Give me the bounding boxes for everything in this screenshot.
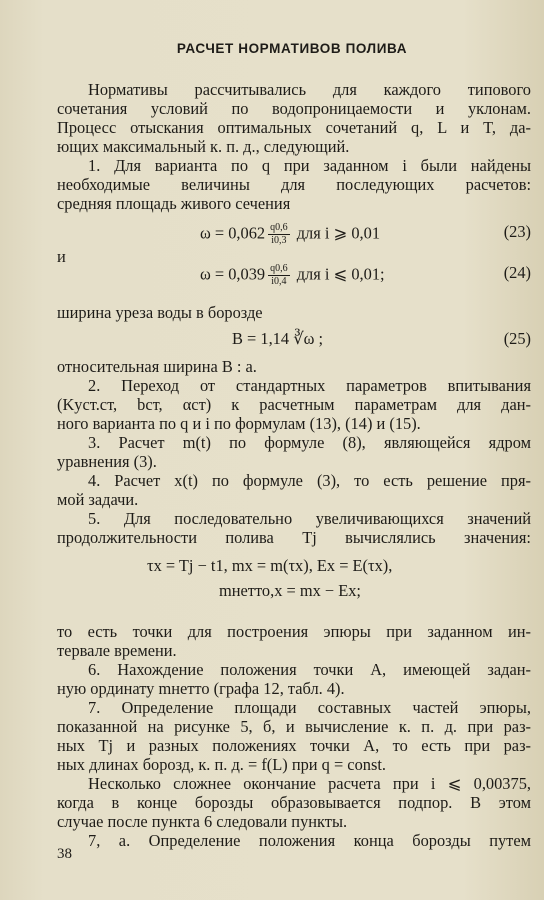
formula-24-condition: для i ⩽ 0,01; — [296, 264, 385, 284]
text-line: ную ординату mнетто (графа 12, табл. 4). — [57, 679, 345, 698]
text-line: ных Tj и разных положениях точки A, то есть при раз- — [57, 736, 531, 755]
text-line: 5. Для последовательно увеличивающихся значений — [88, 509, 531, 528]
text-line: Несколько сложнее окончание расчета при i ⩽ 0,00375, — [88, 774, 531, 793]
formula-24 — [200, 263, 385, 288]
text-line: уравнения (3). — [57, 452, 157, 471]
text-line: ных длинах борозд, к. п. д. = f(L) при q = const. — [57, 755, 386, 774]
section-heading: РАСЧЕТ НОРМАТИВОВ ПОЛИВА — [176, 41, 408, 56]
text-line: ного варианта по q и i по формулам (13), (14) и (15). — [57, 414, 421, 433]
equation-number-23: (23) — [503, 222, 531, 241]
text-line: ширина уреза воды в борозде — [57, 303, 263, 322]
formula-24-lhs: ω = 0,039 — [200, 264, 266, 284]
text-line: 7. Определение площади составных частей эпюры, — [88, 698, 531, 717]
text-line: средняя площадь живого сечения — [57, 194, 291, 213]
text-line: когда в конце борозды образовывается подпор. В этом — [57, 793, 531, 812]
equation-number-25: (25) — [503, 329, 531, 348]
text-line: 3. Расчет m(t) по формуле (8), являющейся ядром — [88, 433, 531, 452]
equation-number-24: (24) — [503, 263, 531, 282]
formula-24-fraction: $\frac{q0,6}{i0,4}$ — [270, 263, 288, 287]
formula-23-lhs: ω = 0,062 — [200, 223, 266, 243]
text-line: относительная ширина B : a. — [57, 357, 257, 376]
text-line: 2. Переход от стандартных параметров впитывания — [88, 376, 531, 395]
page-number: 38 — [57, 846, 72, 862]
text-line: тервале времени. — [57, 641, 177, 660]
formula-23 — [200, 222, 380, 247]
formula-tau-line: τx = Tj − t1, mx = m(τx), Ex = E(τx), — [147, 556, 393, 575]
text-line: (Kуст.ст, bст, αст) к расчетным параметрам для дан- — [57, 395, 531, 414]
text-line: необходимые величины для последующих расчетов: — [57, 175, 531, 194]
formula-netto-line: mнетто,x = mx − Ex; — [219, 581, 361, 600]
text-line: продолжительности полива Tj вычислялись значения: — [57, 528, 531, 547]
conjunction-and: и — [57, 247, 66, 266]
text-line: показанной на рисунке 5, б, и вычисление к. п. д. при раз- — [57, 717, 531, 736]
text-line: случае после пункта 6 следовали пункты. — [57, 812, 348, 831]
text-line: ющих максимальный к. п. д., следующий. — [57, 137, 350, 156]
text-line: сочетания условий по водопроницаемости и уклонам. — [57, 99, 531, 118]
text-line: Процесс отыскания оптимальных сочетаний q, L и T, да- — [57, 118, 531, 137]
text-line: Нормативы рассчитывались для каждого типового — [88, 80, 531, 99]
text-line: то есть точки для построения эпюры при заданном ин- — [57, 622, 531, 641]
text-line: 7, а. Определение положения конца борозды путем — [88, 831, 531, 850]
text-line: 4. Расчет x(t) по формуле (3), то есть решение пря- — [88, 471, 531, 490]
text-line: 6. Нахождение положения точки A, имеющей задан- — [88, 660, 531, 679]
text-line: мой задачи. — [57, 490, 139, 509]
text-line: 1. Для варианта по q при заданном i были найдены — [88, 156, 531, 175]
formula-23-fraction: $\frac{q0,6}{i0,3}$ — [270, 222, 288, 246]
formula-25: B = 1,14 ∛ω ; — [232, 329, 324, 348]
formula-23-condition: для i ⩾ 0,01 — [296, 223, 381, 243]
